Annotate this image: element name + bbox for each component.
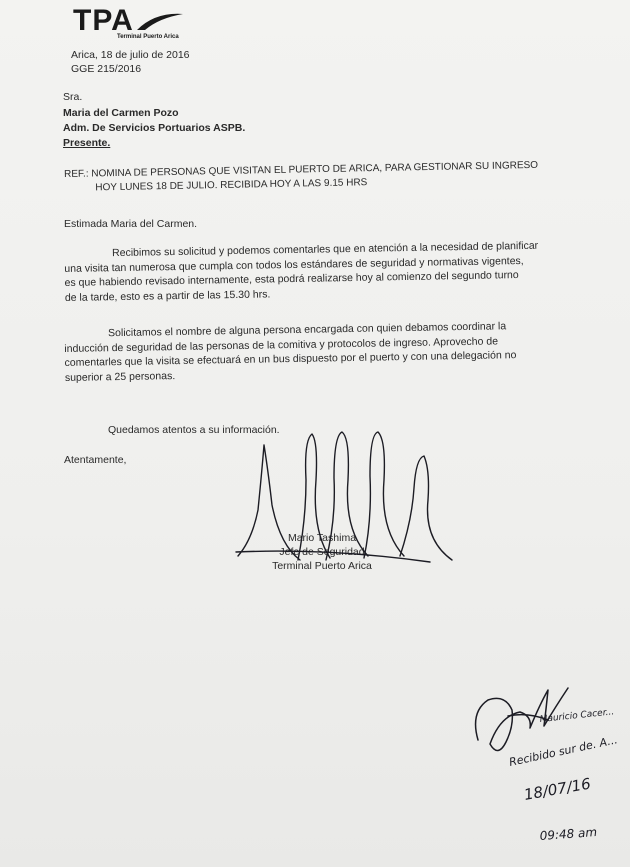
letter-date: Arica, 18 de julio de 2016 [71,49,190,61]
paragraph-2-line: comentarles que la visita se efectuará en un bus dispuesto por el puerto y con una delegación no [64,349,517,369]
sign-off: Atentamente, [64,454,127,466]
received-date: 18/07/16 [522,774,593,804]
reference-line-1: REF.: NOMINA DE PERSONAS QUE VISITAN EL PUERTO DE ARICA, PARA GESTIONAR SU INGRESO [64,159,539,180]
closing-note: Quedamos atentos a su información. [108,424,280,436]
letter-code: GGE 215/2016 [71,63,142,75]
recipient-position: Adm. De Servicios Portuarios ASPB. [63,122,246,134]
received-text: Recibido sur de. A... [507,733,619,769]
recipient-presente: Presente. [63,137,111,149]
logo-subtitle: Terminal Puerto Arica [117,34,179,40]
reference-line-2: HOY LUNES 18 DE JULIO. RECIBIDA HOY A LAS 9.15 HRS [95,176,368,193]
paragraph-2-line: superior a 25 personas. [64,369,176,384]
paragraph-1-line: de la tarde, esto es a partir de las 15.30 hrs. [64,287,271,304]
recipient-name: Maria del Carmen Pozo [63,107,179,119]
paragraph-1-line: una visita tan numerosa que cumpla con todos los estándares de seguridad y normativas vigentes, [64,254,524,275]
paragraph-1-line: es que habiendo revisado internamente, esta podrá realizarse hoy al comienzo del segundo turno [64,269,519,289]
signatory-name: Mario Tashima [287,532,357,544]
paragraph-2-line: Solicitamos el nombre de alguna persona encargada con quien debamos coordinar la [108,320,507,340]
signatory-company: Terminal Puerto Arica [272,560,372,572]
recipient-salutation: Sra. [63,91,83,103]
received-time: 09:48 am [539,825,598,843]
paragraph-1-line: Recibimos su solicitud y podemos comentarles que en atención a la necesidad de planificar [112,239,539,260]
signatory-title: Jefe de Seguridad [279,546,365,558]
logo-brand: TPA [73,4,134,37]
greeting: Estimada Maria del Carmen. [64,218,198,230]
paragraph-2-line: inducción de seguridad de las personas de la comitiva y protocolos de ingreso. Aprovecho de [64,334,499,355]
received-name: Mauricio Cacer... [539,707,615,725]
